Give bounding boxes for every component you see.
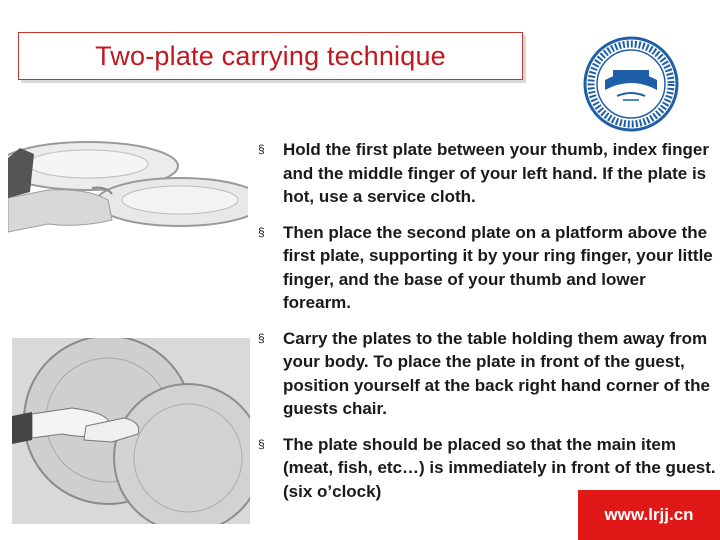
bullet-text: The plate should be placed so that the main item (meat, fish, etc…) is immediately in front of the guest. (six o’clock): [283, 434, 716, 501]
footer-url[interactable]: www.lrjj.cn: [604, 505, 694, 524]
slide-title: Two-plate carrying technique: [95, 40, 446, 71]
photo-carrying-two-plates: [12, 338, 250, 524]
footer-url-badge[interactable]: [578, 490, 720, 540]
les-roches-jin-jiang-seal-icon: [583, 36, 679, 132]
bullet-list: [258, 138, 716, 515]
bullet-text: Carry the plates to the table holding them away from your body. To place the plate in front of the guest, position yourself at the back right hand corner of the guests chair.: [283, 328, 710, 418]
bullet-item: [258, 138, 716, 209]
title-box: [18, 32, 523, 80]
bullet-marker: §: [258, 436, 265, 451]
bullet-marker: §: [258, 142, 265, 156]
bullet-marker: §: [258, 224, 265, 239]
bullet-text: Hold the first plate between your thumb, index finger and the middle finger of your left hand. If the plate is hot, use a service cloth.: [283, 140, 709, 206]
photo-holding-first-plate: [8, 128, 248, 248]
bullet-marker: §: [258, 330, 265, 345]
bullet-item: [258, 221, 716, 315]
bullet-text: Then place the second plate on a platform above the first plate, supporting it by your ring finger, your little finger, and the base of your thumb and lower forearm.: [283, 222, 713, 312]
bullet-item: [258, 327, 716, 421]
